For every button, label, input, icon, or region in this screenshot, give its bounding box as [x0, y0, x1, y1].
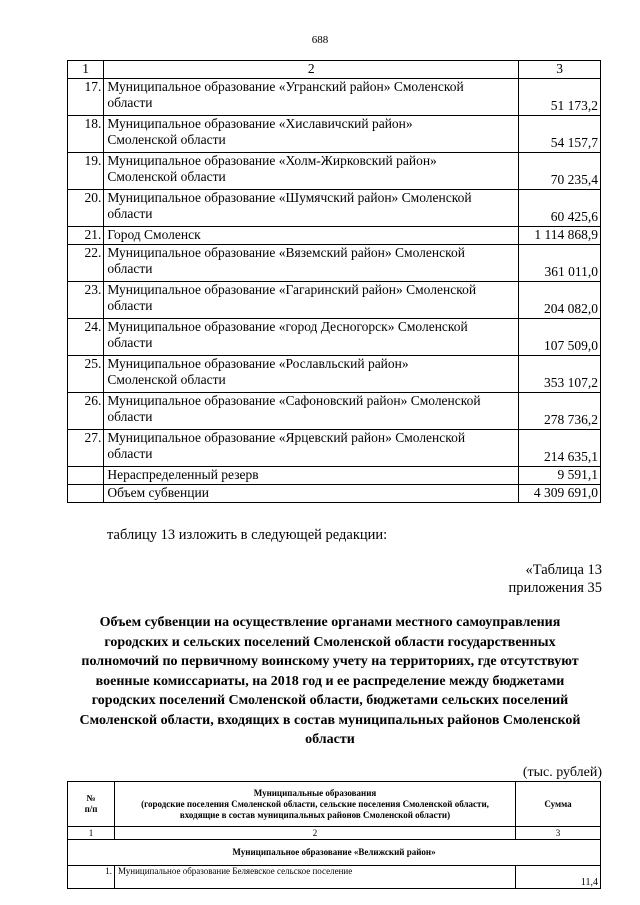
table-row — [68, 78, 601, 115]
settlements-table — [67, 781, 601, 889]
column-number-1: 1 — [68, 61, 104, 79]
row-number — [68, 466, 104, 484]
row-sum: 11,4 — [516, 866, 601, 889]
row-name — [104, 152, 519, 189]
row-sum: 70 235,4 — [519, 152, 601, 189]
row-name-line: Муниципальное образование «город Десногорск» Смоленской — [107, 318, 468, 334]
row-name — [104, 189, 519, 226]
section-title: Муниципальное образование «Велижский район» — [68, 840, 601, 866]
row-name-line: Смоленской области — [107, 132, 226, 147]
row-name — [104, 78, 519, 115]
row-number: 26. — [68, 392, 104, 429]
row-name: Муниципальное образование Беляевское сельское поселение — [115, 866, 516, 889]
row-name-line: Муниципальное образование «Вяземский район» Смоленской — [107, 244, 465, 260]
row-name-line: Город Смоленск — [107, 226, 201, 242]
row-name-line: области — [107, 95, 153, 110]
column-number-1: 1 — [68, 827, 115, 840]
table-label: «Таблица 13 — [525, 562, 602, 578]
row-name-line: области — [107, 335, 153, 350]
table-row — [68, 484, 601, 502]
table-header-row — [68, 61, 601, 79]
units-label: (тыс. рублей) — [522, 765, 602, 780]
row-number: 20. — [68, 189, 104, 226]
row-number: 21. — [68, 226, 104, 244]
table-row — [68, 429, 601, 466]
row-sum: 361 011,0 — [519, 244, 601, 281]
appendix-label: приложения 35 — [508, 580, 602, 596]
row-sum: 353 107,2 — [519, 355, 601, 392]
title-line: полномочий по первичному воинскому учету на территориях, где отсутствуют — [81, 654, 579, 669]
row-number — [68, 484, 104, 502]
column-numbers-row — [68, 827, 601, 840]
row-sum: 60 425,6 — [519, 189, 601, 226]
row-name-line: Муниципальное образование «Рославльский район» — [107, 355, 409, 371]
row-name-line: Нераспределенный резерв — [107, 466, 259, 482]
row-name-line: Смоленской области — [107, 169, 226, 184]
row-name — [104, 484, 519, 502]
row-number: 19. — [68, 152, 104, 189]
section-row — [68, 840, 601, 866]
row-name-line: Муниципальное образование «Холм-Жирковский район» — [107, 152, 437, 168]
row-sum: 54 157,7 — [519, 115, 601, 152]
title-line: военные комиссариаты, на 2018 год и ее распределение между бюджетами — [95, 673, 565, 689]
row-sum: 51 173,2 — [519, 78, 601, 115]
row-sum: 9 591,1 — [519, 466, 601, 484]
table-row — [68, 189, 601, 226]
title-line: городских и сельских поселений Смоленской области государственных — [104, 634, 556, 650]
row-name-line: области — [107, 409, 153, 424]
row-number: 17. — [68, 78, 104, 115]
column-number-2: 2 — [104, 61, 519, 79]
row-name — [104, 466, 519, 484]
title-line: Объем субвенции на осуществление органами местного самоуправления — [99, 615, 561, 630]
row-name — [104, 226, 519, 244]
row-number: 18. — [68, 115, 104, 152]
row-name — [104, 244, 519, 281]
page-number: 688 — [311, 34, 329, 46]
row-number: 1. — [68, 866, 115, 889]
table-row — [68, 466, 601, 484]
title-line: городских поселений Смоленской области, бюджетами сельских поселений — [91, 693, 569, 708]
title-line: области — [305, 732, 355, 747]
row-sum: 1 114 868,9 — [519, 226, 601, 244]
row-name-line: Муниципальное образование «Ярцевский район» Смоленской — [107, 429, 466, 445]
header-number: № п/п — [68, 782, 115, 827]
table-row — [68, 244, 601, 281]
table-header-row — [68, 782, 601, 827]
intro-text: таблицу 13 изложить в следующей редакции: — [107, 527, 388, 543]
row-sum: 278 736,2 — [519, 392, 601, 429]
row-name — [104, 281, 519, 318]
row-number: 27. — [68, 429, 104, 466]
row-number: 25. — [68, 355, 104, 392]
row-name — [104, 355, 519, 392]
row-sum: 4 309 691,0 — [519, 484, 601, 502]
title-line: Смоленской области, входящих в состав муниципальных районов Смоленской — [79, 712, 581, 728]
row-name — [104, 392, 519, 429]
column-number-3: 3 — [516, 827, 601, 840]
row-name-line: Муниципальное образование «Хиславичский район» — [107, 115, 413, 131]
row-name — [104, 429, 519, 466]
column-number-2: 2 — [115, 827, 516, 840]
row-name-line: области — [107, 261, 153, 276]
table-row — [68, 281, 601, 318]
row-name-line: Смоленской области — [107, 372, 226, 387]
row-name-line: Муниципальное образование «Сафоновский район» Смоленской — [107, 392, 481, 408]
table-row — [68, 392, 601, 429]
subvention-distribution-table — [67, 60, 601, 503]
row-name-line: Объем субвенции — [107, 484, 209, 500]
row-name-line: Муниципальное образование «Шумячский район» Смоленской — [107, 189, 472, 205]
row-number: 24. — [68, 318, 104, 355]
row-name-line: области — [107, 206, 153, 221]
table-row — [68, 115, 601, 152]
row-number: 22. — [68, 244, 104, 281]
row-sum: 204 082,0 — [519, 281, 601, 318]
row-name — [104, 115, 519, 152]
header-sum: Сумма — [516, 782, 601, 827]
row-sum: 107 509,0 — [519, 318, 601, 355]
table-row — [68, 355, 601, 392]
row-name-line: области — [107, 446, 153, 461]
row-name-line: Муниципальное образование «Угранский район» Смоленской — [107, 78, 464, 94]
table-row — [68, 152, 601, 189]
row-name-line: области — [107, 298, 153, 313]
row-sum: 214 635,1 — [519, 429, 601, 466]
column-number-3: 3 — [519, 61, 601, 79]
table-row — [68, 866, 601, 889]
table-row — [68, 318, 601, 355]
row-name-line: Муниципальное образование «Гагаринский район» Смоленской — [107, 281, 477, 297]
table-row — [68, 226, 601, 244]
document-title — [60, 613, 600, 750]
row-name — [104, 318, 519, 355]
row-number: 23. — [68, 281, 104, 318]
header-municipalities: Муниципальные образования (городские поселения Смоленской области, сельские поселения Смоленской области, входящие в состав муниципальных районов Смоленской области) — [115, 782, 516, 827]
